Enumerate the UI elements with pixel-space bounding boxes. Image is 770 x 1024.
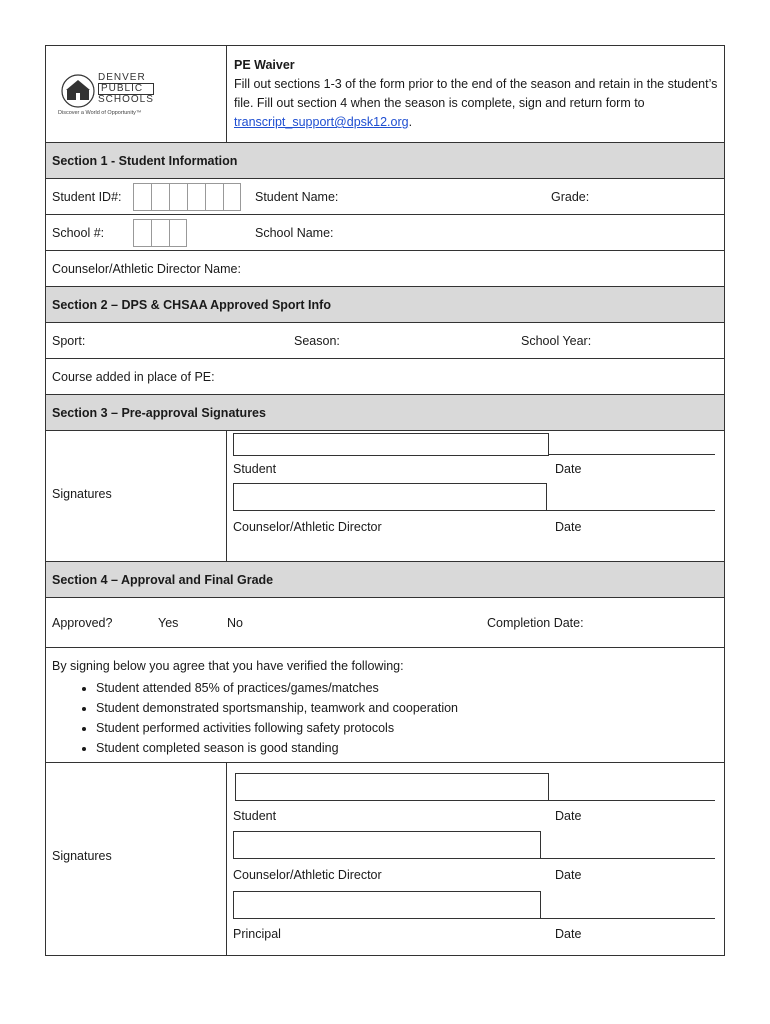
final-counselor-date-label: Date — [555, 868, 582, 882]
school-row — [46, 214, 724, 250]
student-id-row — [46, 178, 724, 214]
principal-sig-label: Principal — [233, 927, 281, 941]
section-4-header: Section 4 – Approval and Final Grade — [46, 561, 724, 597]
section-2-header: Section 2 – DPS & CHSAA Approved Sport Info — [46, 286, 724, 322]
final-signatures-row — [46, 762, 724, 955]
sport-row — [46, 322, 724, 358]
final-signatures-label-cell — [46, 763, 227, 955]
no-option[interactable]: No — [227, 616, 243, 630]
student-id-input[interactable] — [133, 183, 241, 211]
final-counselor-signature-field[interactable] — [233, 831, 541, 859]
school-name-label: School Name: — [255, 226, 334, 240]
final-student-signature-field[interactable] — [235, 773, 549, 801]
counselor-signature-field[interactable] — [233, 483, 547, 511]
student-date-label: Date — [555, 462, 582, 476]
student-id-label: Student ID#: — [52, 190, 122, 204]
counselor-date-label: Date — [555, 520, 582, 534]
form-title: PE Waiver — [234, 58, 295, 72]
sport-label: Sport: — [52, 334, 86, 348]
counselor-sig-label: Counselor/Athletic Director — [233, 520, 382, 534]
agreement-item: • Student performed activities following safety protocols — [96, 718, 718, 738]
agreement-row — [46, 647, 724, 762]
header-text — [234, 56, 718, 132]
counselor-name-label: Counselor/Athletic Director Name: — [52, 262, 241, 276]
logo-name-line1: DENVER — [98, 72, 146, 83]
student-name-label: Student Name: — [255, 190, 339, 204]
section-3-header: Section 3 – Pre-approval Signatures — [46, 394, 724, 430]
principal-signature-field[interactable] — [233, 891, 541, 919]
logo-cell — [46, 46, 227, 142]
school-year-label: School Year: — [521, 334, 592, 348]
student-signature-field[interactable] — [233, 433, 549, 456]
grade-label: Grade: — [551, 190, 590, 204]
course-row — [46, 358, 724, 394]
student-date-line[interactable] — [549, 454, 715, 455]
approval-row — [46, 597, 724, 647]
course-label: Course added in place of PE: — [52, 370, 215, 384]
counselor-date-line[interactable] — [547, 510, 715, 511]
final-student-date-label: Date — [555, 809, 582, 823]
pe-waiver-form — [45, 45, 725, 956]
form-header — [46, 46, 724, 142]
final-signatures-label: Signatures — [52, 849, 112, 863]
instructions-text: Fill out sections 1-3 of the form prior to the end of the season and retain in the student’s file. Fill out section 4 when the season is complete, sign and return form to — [234, 77, 718, 110]
email-link[interactable]: transcript_support@dpsk12.org — [234, 115, 409, 129]
student-sig-label: Student — [233, 462, 277, 476]
agreement-item: • Student demonstrated sportsmanship, teamwork and cooperation — [96, 698, 718, 718]
signatures-label: Signatures — [52, 487, 112, 501]
agreement-intro: By signing below you agree that you have verified the following: — [52, 659, 404, 673]
approved-label: Approved? — [52, 616, 113, 630]
principal-date-label: Date — [555, 927, 582, 941]
instructions-period: . — [408, 115, 413, 129]
counselor-row — [46, 250, 724, 286]
section-1-header: Section 1 - Student Information — [46, 142, 724, 178]
principal-date-line[interactable] — [541, 918, 715, 919]
signatures-label-cell — [46, 431, 227, 561]
yes-option[interactable]: Yes — [158, 616, 179, 630]
season-label: Season: — [294, 334, 340, 348]
logo-name-line2: PUBLIC — [98, 83, 154, 95]
school-number-label: School #: — [52, 226, 105, 240]
completion-date-label: Completion Date: — [487, 616, 584, 630]
logo-tagline: Discover a World of Opportunity™ — [58, 110, 142, 116]
agreement-list — [52, 678, 718, 758]
logo-name-line3: SCHOOLS — [98, 94, 154, 105]
header-instructions — [234, 75, 718, 132]
final-counselor-date-line[interactable] — [541, 858, 715, 859]
agreement-item: • Student completed season is good standing — [96, 738, 718, 758]
final-counselor-sig-label: Counselor/Athletic Director — [233, 868, 382, 882]
agreement-item: • Student attended 85% of practices/games/matches — [96, 678, 718, 698]
final-student-sig-label: Student — [233, 809, 277, 823]
school-number-input[interactable] — [133, 219, 187, 247]
final-student-date-line[interactable] — [549, 800, 715, 801]
preapproval-signatures-row — [46, 430, 724, 561]
